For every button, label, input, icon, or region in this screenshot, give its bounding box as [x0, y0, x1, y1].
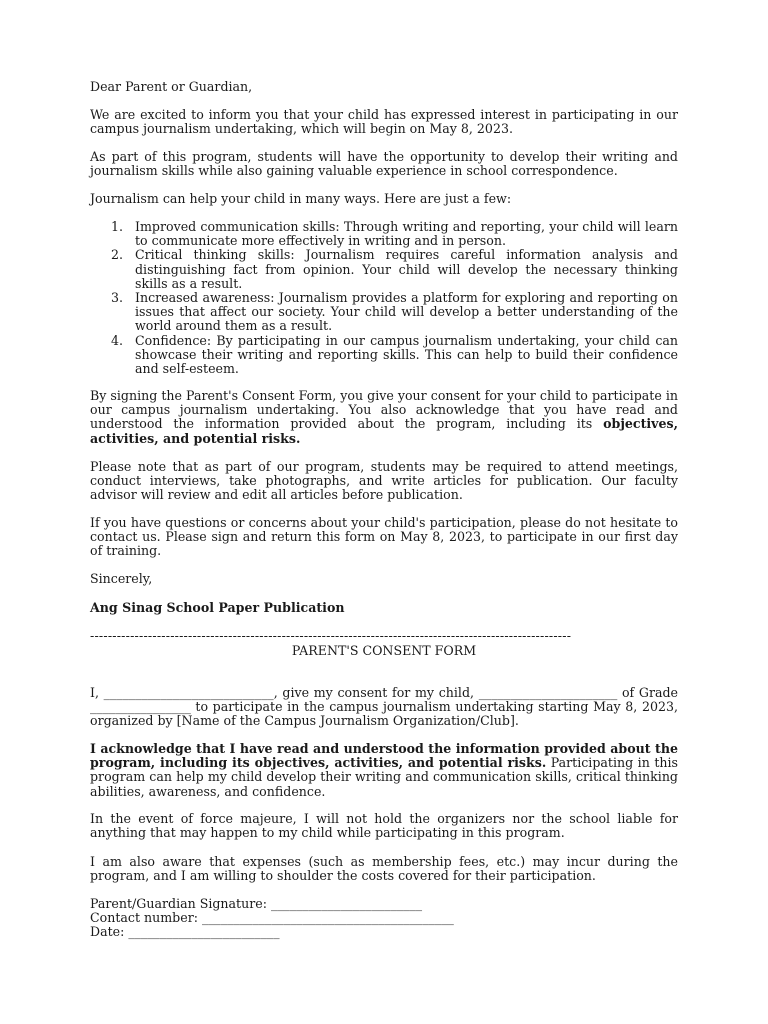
- benefits-intro: Journalism can help your child in many ways. Here are just a few:: [90, 191, 512, 206]
- acknowledgement-text: Participating in this program can help my child develop their writing and communication skills, critical thinking abilities, awareness, and confidence.: [90, 755, 678, 799]
- intro-paragraph: We are excited to inform you that your child has expressed interest in participating in our campus journalism undertaking, which will begin on May 8, 2023.: [90, 107, 678, 137]
- cut-line-separator: ------------------------------------------------------------------------------------------------------------: [90, 629, 572, 643]
- closing: Sincerely,: [90, 571, 153, 586]
- benefit-item: [90, 334, 678, 377]
- parent-signature-line: Parent/Guardian Signature: ________________________: [90, 896, 423, 911]
- date-line: Date: ________________________: [90, 924, 280, 939]
- force-majeure-paragraph: In the event of force majeure, I will not hold the organizers nor the school liable for anything that may happen to my child while participating in this program.: [90, 811, 678, 841]
- benefit-text: Improved communication skills: Through writing and reporting, your child will learn to communicate more effectively in writing and in person.: [135, 219, 678, 249]
- consent-paragraph: [90, 389, 678, 446]
- benefit-number: 2.: [111, 247, 124, 263]
- benefit-item: [90, 291, 678, 334]
- acknowledgement-paragraph: [90, 742, 678, 799]
- consent-statement: I, ___________________________, give my consent for my child, ______________________ of Grade ________________ to participate in the campus journalism undertaking starting May 8, 2023, organized by [Name of the Campus Journalism Organization/Club].: [90, 685, 678, 729]
- form-title: PARENT'S CONSENT FORM: [291, 643, 477, 658]
- consent-paragraph-bold: objectives, activities, and potential risks.: [90, 416, 678, 446]
- benefit-text: Critical thinking skills: Journalism requires careful information analysis and distinguishing fact from opinion. Your child will develop the necessary thinking skills as a result.: [135, 247, 678, 291]
- benefit-text: Increased awareness: Journalism provides a platform for exploring and reporting on issues that affect our society. Your child will develop a better understanding of the world around them as a result.: [135, 290, 678, 334]
- benefit-text: Confidence: By participating in our campus journalism undertaking, your child can showcase their writing and reporting skills. This can help to build their confidence and self-esteem.: [135, 332, 678, 377]
- requirements-paragraph: Please note that as part of our program, students may be required to attend meetings, conduct interviews, take photographs, and write articles for publication. Our faculty advisor will review and edit all articles before publication.: [90, 459, 678, 503]
- program-paragraph: As part of this program, students will have the opportunity to develop their writing and journalism skills while also gaining valuable experience in school correspondence.: [90, 149, 678, 179]
- expenses-paragraph: I am also aware that expenses (such as membership fees, etc.) may incur during the program, and I am willing to shoulder the costs covered for their participation.: [90, 854, 678, 884]
- benefit-item: [90, 248, 678, 291]
- acknowledgement-bold: I acknowledge that I have read and understood the information provided about the program, including its objectives, activities, and potential risks.: [90, 741, 678, 771]
- benefits-list: [90, 220, 678, 376]
- contact-number-line: Contact number: ________________________________________: [90, 910, 454, 925]
- benefit-number: 1.: [111, 219, 124, 234]
- benefit-number: 4.: [111, 332, 124, 348]
- salutation: Dear Parent or Guardian,: [90, 79, 253, 94]
- sender-signature: [90, 601, 678, 615]
- benefit-number: 3.: [111, 290, 124, 306]
- benefit-item: [90, 220, 678, 248]
- consent-paragraph-text: By signing the Parent's Consent Form, you give your consent for your child to participate in our campus journalism undertaking. You also acknowledge that you have read and understood the information provided about the program, including its: [90, 388, 678, 432]
- sender-name: Ang Sinag School Paper Publication: [90, 600, 345, 615]
- contact-paragraph: If you have questions or concerns about your child's participation, please do not hesitate to contact us. Please sign and return this form on May 8, 2023, to participate in our first day of training.: [90, 515, 678, 559]
